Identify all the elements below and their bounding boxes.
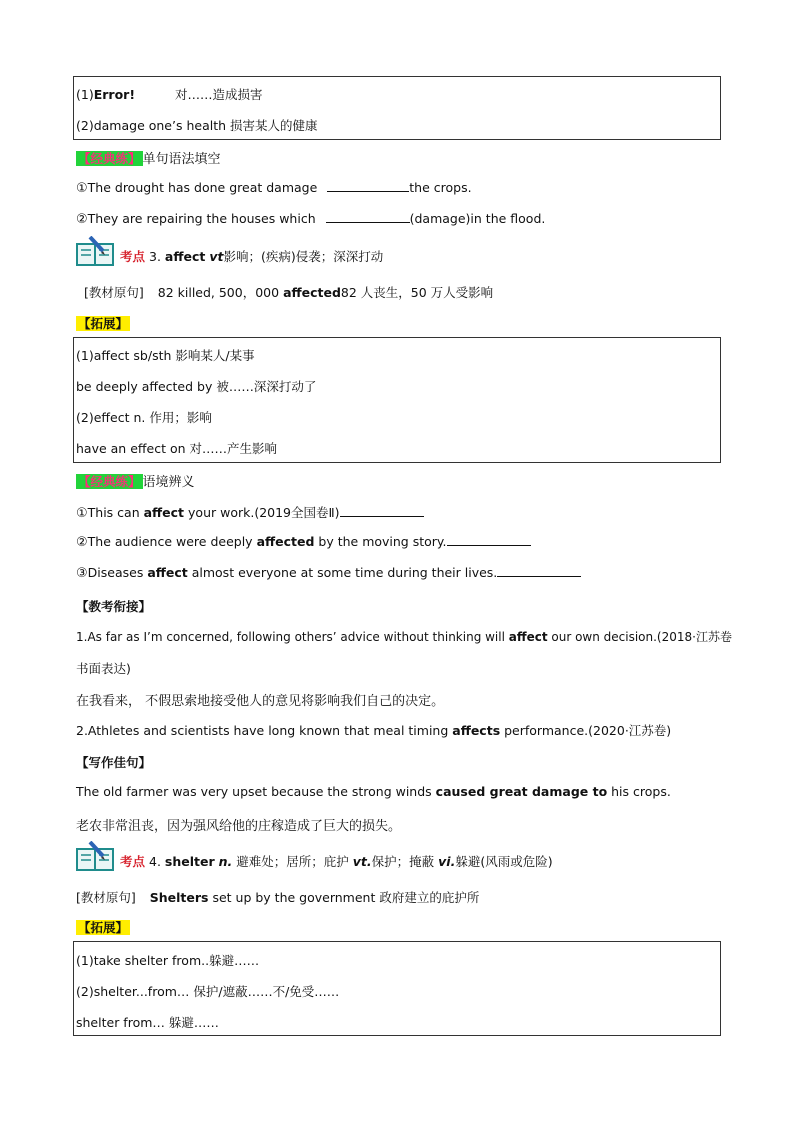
extension1-line-1: (1)affect sb/sth 影响某人/某事 — [76, 348, 255, 363]
extension2-line-3: shelter from… 躲避…… — [76, 1015, 219, 1030]
keypoint3-source: [教材原句] 82 killed, 500，000 affected82 人丧生，50 万人受影响 — [84, 285, 494, 300]
exercise1-header: 【经典练】 单句语法填空 — [78, 151, 221, 167]
exercise1-item-2: ②They are repairing the houses which (damage)in the flood. — [76, 211, 546, 227]
extension2-line-1: (1)take shelter from..躲避…… — [76, 953, 260, 968]
exercise1-item-1: ①The drought has done great damage the crops. — [76, 180, 472, 196]
extension2-tag: 【拓展】 — [78, 920, 129, 935]
writing-chinese: 老农非常沮丧，因为强风给他的庄稼造成了巨大的损失。 — [76, 819, 402, 834]
writing-heading: 【写作佳句】 — [76, 755, 152, 770]
classic-practice-tag: 【经典练】 — [78, 474, 141, 489]
answer-blank[interactable] — [326, 211, 410, 223]
link-item-1: 1.As far as I’m concerned, following others’ advice without thinking will affect our own decision.(2018·江苏卷 — [76, 630, 732, 644]
keypoint4-heading: 考点 4. shelter n. 避难处；居所；庇护 vt.保护；掩蔽 vi.躲避(风雨或危险) — [120, 854, 553, 869]
answer-blank[interactable] — [447, 534, 531, 546]
classic-practice-tag: 【经典练】 — [78, 151, 141, 166]
keypoint-word: shelter — [164, 854, 215, 869]
answer-blank[interactable] — [340, 505, 424, 517]
exercise2-item-3: ③Diseases affect almost everyone at some time during their lives. — [76, 565, 581, 581]
keypoint4-source: [教材原句] Shelters set up by the government 政府建立的庇护所 — [76, 890, 480, 905]
exercise2-header: 【经典练】 语境辨义 — [78, 474, 195, 490]
box1-line1: (1)Error! 对……造成损害 — [76, 87, 263, 102]
extension1-line-2: be deeply affected by 被……深深打动了 — [76, 379, 317, 394]
extension1-tag: 【拓展】 — [78, 316, 129, 331]
link-item-2: 2.Athletes and scientists have long known that meal timing affects performance.(2020·江苏卷) — [76, 723, 672, 738]
writing-english: The old farmer was very upset because the strong winds caused great damage to his crops. — [76, 784, 671, 799]
box1-line2: (2)damage one’s health 损害某人的健康 — [76, 118, 318, 133]
exercise2-item-2: ②The audience were deeply affected by the moving story. — [76, 534, 531, 550]
extension2-line-2: (2)shelter...from… 保护/遮蔽……不/免受…… — [76, 984, 340, 999]
keypoint-word: affect — [164, 249, 206, 264]
extension1-line-3: (2)effect n. 作用；影响 — [76, 410, 212, 425]
answer-blank[interactable] — [327, 180, 409, 192]
teach-exam-heading: 【教考衔接】 — [76, 599, 152, 614]
exercise2-item-1: ①This can affect your work.(2019全国卷Ⅱ) — [76, 503, 424, 521]
link-item-1-cn: 在我看来， 不假思索地接受他人的意见将影响我们自己的决定。 — [76, 694, 445, 709]
link-item-1-cont: 书面表达) — [76, 661, 131, 676]
keypoint3-heading: 考点 3. affect vt影响；(疾病)侵袭；深深打动 — [120, 249, 384, 264]
answer-blank[interactable] — [497, 565, 581, 577]
book-pencil-icon — [76, 236, 114, 266]
book-pencil-icon — [76, 841, 114, 871]
error-text: Error! — [93, 87, 136, 102]
extension1-line-4: have an effect on 对……产生影响 — [76, 441, 277, 456]
